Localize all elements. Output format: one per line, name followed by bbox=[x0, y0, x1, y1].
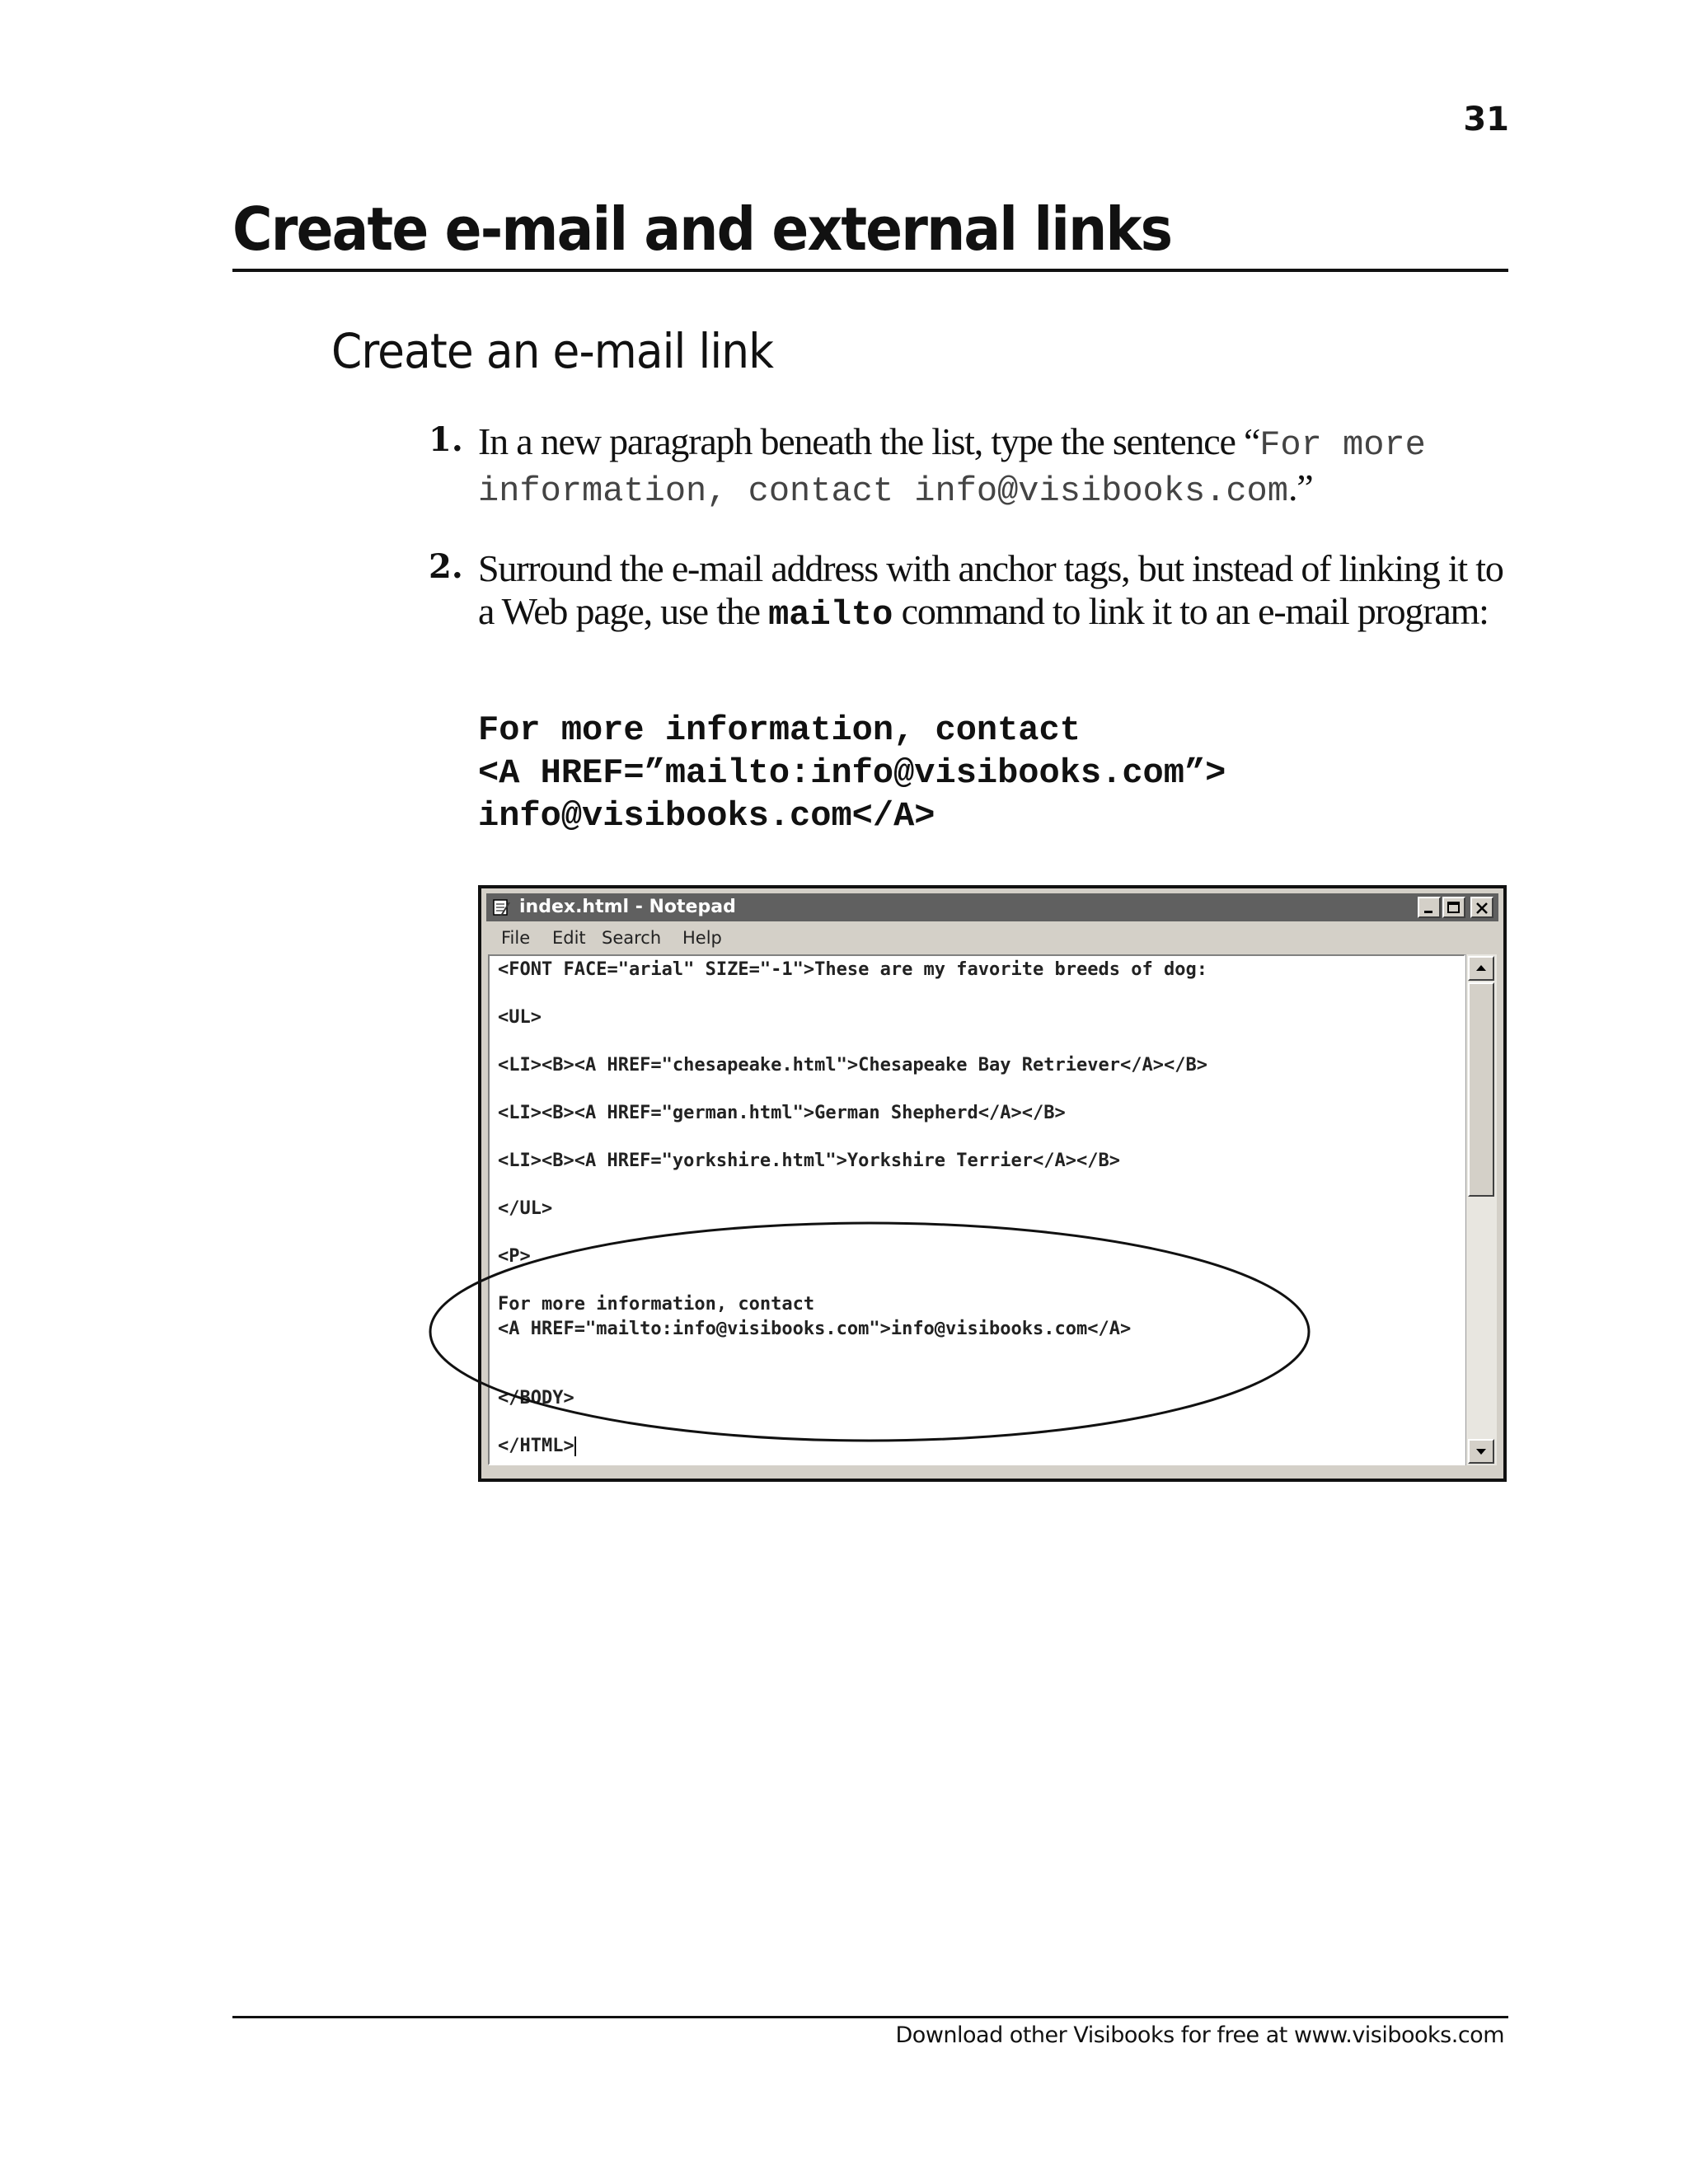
code-line: info@visibooks.com</A> bbox=[478, 796, 935, 836]
maximize-button[interactable] bbox=[1442, 897, 1465, 918]
scroll-down-button[interactable] bbox=[1468, 1439, 1494, 1464]
close-icon bbox=[1472, 899, 1492, 917]
step-text-after: command to link it to an e-mail program: bbox=[893, 590, 1489, 632]
code-line: For more information, contact bbox=[478, 710, 1081, 750]
chapter-title: Create e-mail and external links bbox=[232, 194, 1172, 264]
minimize-button[interactable] bbox=[1418, 897, 1441, 918]
close-button[interactable] bbox=[1470, 897, 1493, 918]
step-number: 2. bbox=[429, 547, 463, 586]
code-line: <A HREF="mailto:info@visibooks.com">info@visibooks.com</A> bbox=[498, 1319, 1132, 1339]
window-title: index.html - Notepad bbox=[519, 897, 736, 917]
code-line: </HTML> bbox=[498, 1436, 574, 1456]
step-text-after: .” bbox=[1287, 466, 1313, 509]
code-line: <LI><B><A HREF="chesapeake.html">Chesapeake Bay Retriever</A></B> bbox=[498, 1055, 1207, 1076]
arrow-down-icon bbox=[1470, 1441, 1493, 1462]
step-text bbox=[478, 420, 1508, 513]
code-line: <A HREF=”mailto:info@visibooks.com”> bbox=[478, 753, 1226, 793]
notepad-icon bbox=[491, 898, 511, 917]
code-line: <FONT FACE="arial" SIZE="-1">These are my favorite breeds of dog: bbox=[498, 959, 1207, 980]
code-line: <LI><B><A HREF="yorkshire.html">Yorkshire Terrier</A></B> bbox=[498, 1151, 1120, 1171]
code-example bbox=[478, 709, 1226, 837]
step-text-before: In a new paragraph beneath the list, type the sentence “ bbox=[478, 420, 1260, 462]
menu-bar bbox=[486, 925, 1498, 951]
scroll-up-button[interactable] bbox=[1468, 956, 1494, 981]
menu-edit[interactable]: Edit bbox=[552, 928, 586, 948]
page-number: 31 bbox=[1463, 101, 1509, 138]
code-line: For more information, contact bbox=[498, 1294, 815, 1315]
step-text bbox=[478, 547, 1508, 636]
code-line: <LI><B><A HREF="german.html">German Shepherd</A></B> bbox=[498, 1103, 1066, 1123]
section-title: Create an e-mail link bbox=[331, 323, 774, 379]
highlight-ellipse bbox=[427, 1220, 1312, 1444]
maximize-icon bbox=[1444, 899, 1464, 917]
code-line: <UL> bbox=[498, 1007, 542, 1028]
title-rule bbox=[232, 269, 1508, 272]
step-code: For more information, contact info@visibooks.com bbox=[478, 425, 1426, 511]
menu-help[interactable]: Help bbox=[682, 928, 722, 948]
footer-rule bbox=[232, 2016, 1508, 2018]
footer-text: Download other Visibooks for free at www.visibooks.com bbox=[895, 2022, 1504, 2048]
step-text-before: Surround the e-mail address with anchor tags, but instead of linking it to a Web page, use the bbox=[478, 547, 1503, 632]
arrow-up-icon bbox=[1470, 958, 1493, 979]
step-number: 1. bbox=[429, 420, 463, 459]
minimize-icon bbox=[1419, 899, 1439, 917]
title-bar[interactable] bbox=[486, 893, 1498, 921]
code-line: </UL> bbox=[498, 1198, 553, 1219]
vertical-scrollbar[interactable] bbox=[1465, 954, 1497, 1465]
scroll-thumb[interactable] bbox=[1468, 982, 1494, 1197]
menu-search[interactable]: Search bbox=[602, 928, 662, 948]
step-code: mailto bbox=[768, 595, 893, 635]
code-line: </BODY> bbox=[498, 1388, 574, 1408]
code-line: <P> bbox=[498, 1246, 531, 1267]
menu-file[interactable]: File bbox=[501, 928, 531, 948]
